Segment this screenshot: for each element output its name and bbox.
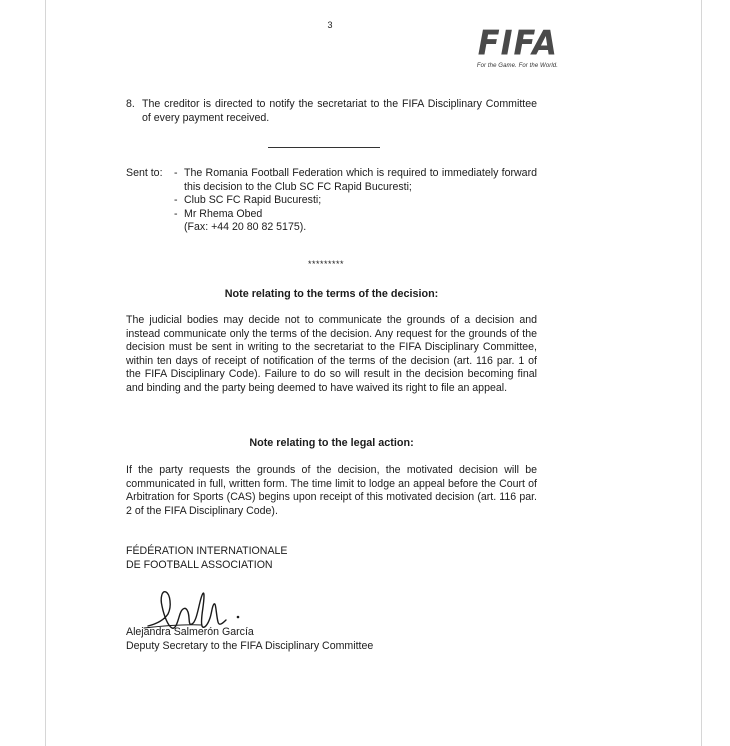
item-number: 8.	[126, 98, 135, 110]
note-legal-body: If the party requests the grounds of the decision, the motivated decision will be communicated in full, written form. The time limit to lodge an appeal before the Court of Arbitration for Sports (CAS) begins upon receipt of this motivated decision (art. 116 par. 2 of the FIFA Disciplinary Code).	[126, 464, 537, 517]
signer-block	[126, 626, 373, 653]
organization-line: FÉDÉRATION INTERNATIONALE	[126, 545, 288, 557]
signer-title: Deputy Secretary to the FIFA Disciplinary Committee	[126, 639, 374, 652]
organization-block	[126, 545, 287, 572]
page-number: 3	[327, 20, 333, 30]
recipient-item: - The Romania Football Federation which is required to immediately forward this decision to the Club SC FC Rapid Bucuresti;	[174, 167, 537, 194]
page-edge-left	[45, 0, 46, 746]
note-legal-heading: Note relating to the legal action:	[249, 437, 414, 449]
organization-line: DE FOOTBALL ASSOCIATION	[126, 558, 273, 571]
separator-stars: *********	[307, 259, 345, 269]
recipient-item: - Club SC FC Rapid Bucuresti;	[174, 194, 537, 208]
fifa-logo	[466, 23, 558, 69]
recipient-item: - Mr Rhema Obed	[174, 208, 537, 222]
sent-to-list	[174, 167, 537, 235]
item-text: The creditor is directed to notify the secretariat to the FIFA Disciplinary Committee of every payment received.	[142, 98, 537, 124]
fifa-logo-tagline: For the Game. For the World.	[476, 63, 558, 69]
recipient-fax: (Fax: +44 20 80 82 5175).	[184, 221, 307, 234]
decision-item-8	[126, 98, 537, 125]
note-terms-body: The judicial bodies may decide not to communicate the grounds of a decision and instead communicate only the terms of the decision. Any request for the grounds of the decision must be sent in writing to the secretariat to the FIFA Disciplinary Committee, within ten days of receipt of notification of the terms of the decision (art. 116 par. 1 of the FIFA Disciplinary Code). Failure to do so will result in the decision becoming final and binding and the party being deemed to have waived its right to file an appeal.	[126, 314, 537, 394]
page-edge-right	[701, 0, 702, 746]
note-terms-heading: Note relating to the terms of the decision:	[224, 288, 439, 300]
signer-name: Alejandra Salmerón García	[126, 626, 254, 638]
sent-to-label: Sent to:	[126, 167, 163, 179]
section-divider	[268, 147, 380, 148]
fifa-logo-wordmark: FIFA	[477, 23, 558, 63]
